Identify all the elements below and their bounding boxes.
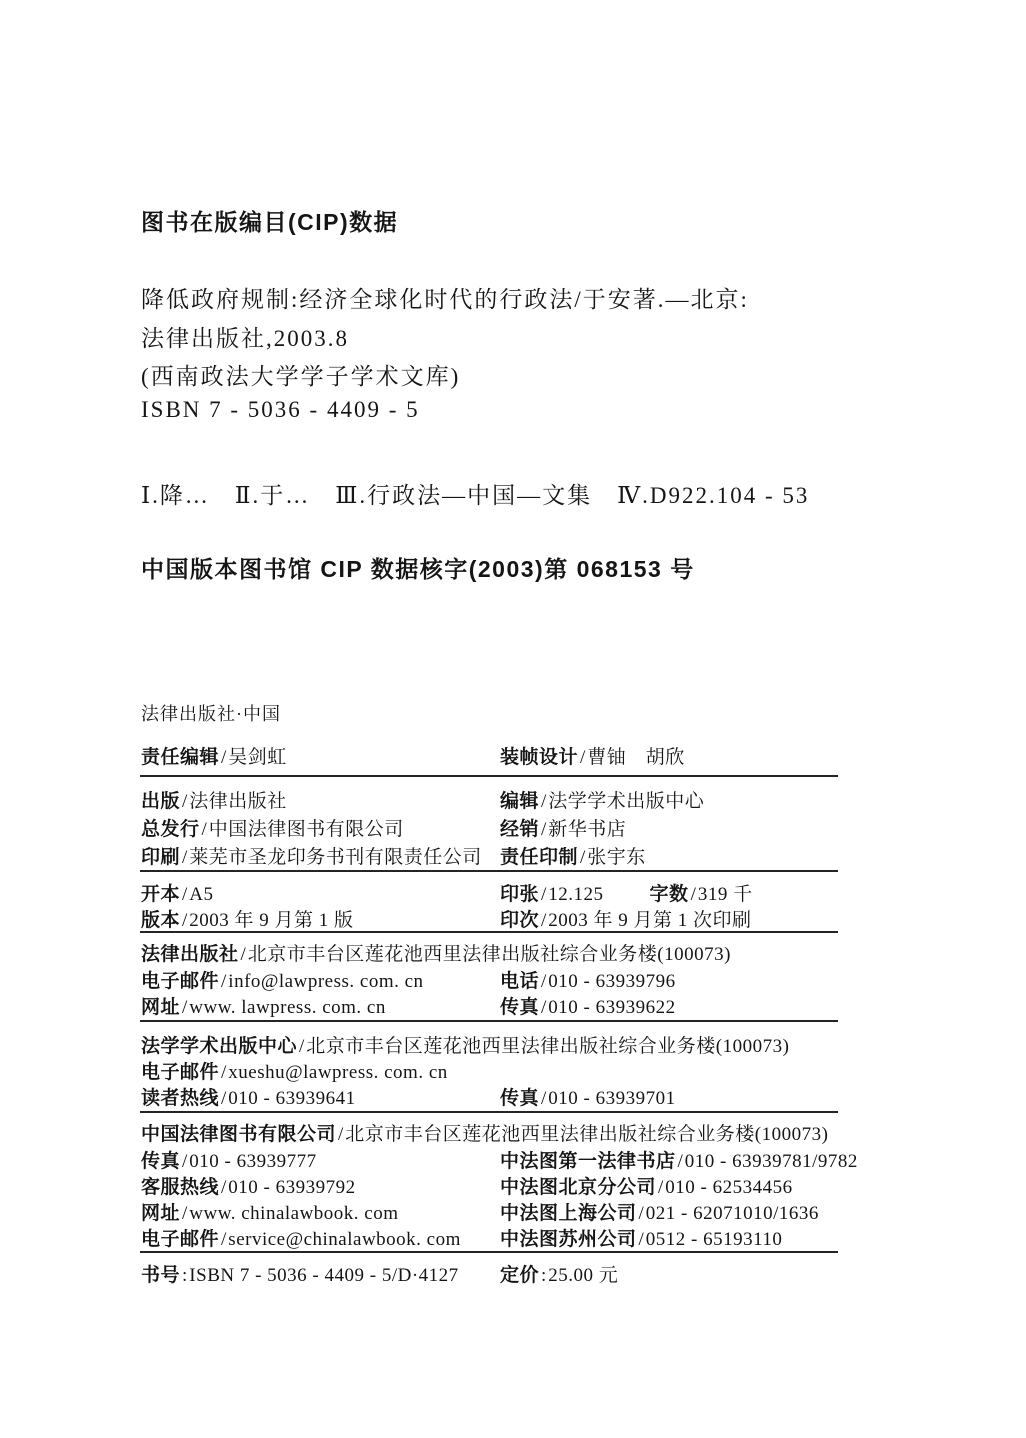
field-label: 印张 (500, 884, 540, 905)
field-separator: : (182, 1265, 188, 1286)
field-separator: / (541, 819, 547, 840)
field-separator: / (638, 1203, 644, 1224)
sales-field (500, 814, 626, 841)
field-label: 传真 (500, 1088, 540, 1109)
field-value: 北京市丰台区莲花池西里法律出版社综合业务楼(100073) (306, 1036, 790, 1057)
field-label: 中法图上海公司 (500, 1203, 637, 1224)
center-email-field (141, 1057, 448, 1084)
press-fax-field (500, 992, 676, 1019)
divider-rule (140, 775, 838, 777)
service-hotline-field (141, 1172, 356, 1199)
press-website-field (141, 992, 386, 1019)
field-separator: / (658, 1177, 664, 1198)
field-value: service@chinalawbook. com (228, 1229, 461, 1250)
company-fax-field (141, 1146, 317, 1173)
print-supervisor-field (500, 842, 646, 869)
cip-record-number: 中国版本图书馆 CIP 数据核字(2003)第 068153 号 (141, 556, 695, 582)
company-email-field (141, 1224, 461, 1251)
field-separator: / (182, 1151, 188, 1172)
distribution-field (141, 814, 404, 841)
field-value: 莱芜市圣龙印务书刊有限责任公司 (189, 847, 482, 868)
design-field (500, 742, 685, 769)
field-separator: / (690, 884, 696, 905)
field-separator: / (580, 747, 586, 768)
field-label: 责任印制 (500, 847, 579, 868)
field-separator: / (541, 910, 547, 931)
field-value: ISBN 7 - 5036 - 4409 - 5/D·4127 (189, 1265, 459, 1286)
divider-rule (140, 1251, 838, 1253)
printing-field (141, 842, 482, 869)
field-separator: / (201, 819, 207, 840)
field-value: 张宇东 (587, 847, 646, 868)
shanghai-branch-field (500, 1198, 819, 1225)
press-address-field (141, 939, 731, 966)
field-value: 12.125 (548, 884, 604, 905)
field-label: 编辑 (500, 791, 540, 812)
field-value: 021 - 62071010/1636 (645, 1203, 819, 1224)
field-separator: / (541, 1088, 547, 1109)
field-separator: / (182, 791, 188, 812)
field-separator: / (221, 1177, 227, 1198)
field-label: 开本 (141, 884, 181, 905)
field-label: 经销 (500, 819, 540, 840)
field-separator: / (221, 971, 227, 992)
field-value: 曹铀 胡欣 (587, 747, 685, 768)
word-count-field (649, 884, 753, 905)
field-separator: / (182, 847, 188, 868)
center-address-field (141, 1031, 789, 1058)
press-phone-field (500, 966, 676, 993)
field-value: 中国法律图书有限公司 (208, 819, 404, 840)
field-separator: / (240, 944, 246, 965)
field-value: xueshu@lawpress. com. cn (228, 1062, 448, 1083)
field-separator: / (182, 910, 188, 931)
field-separator: / (677, 1151, 683, 1172)
field-value: 010 - 63939701 (548, 1088, 676, 1109)
center-fax-field (500, 1083, 676, 1110)
field-separator: / (299, 1036, 305, 1057)
field-separator: / (182, 884, 188, 905)
beijing-branch-field (500, 1172, 793, 1199)
field-separator: / (221, 1088, 227, 1109)
field-label: 中国法律图书有限公司 (141, 1124, 337, 1145)
editor-field (141, 742, 287, 769)
cip-publisher-year: 法律出版社,2003.8 (141, 326, 349, 351)
price-field (500, 1260, 618, 1287)
field-label: 责任编辑 (141, 747, 220, 768)
field-value: 010 - 63939622 (548, 997, 676, 1018)
field-label: 读者热线 (141, 1088, 220, 1109)
field-value: 010 - 62534456 (665, 1177, 793, 1198)
field-label: 书号 (141, 1265, 181, 1286)
field-value: 法学学术出版中心 (548, 791, 705, 812)
field-value: www. chinalawbook. com (189, 1203, 399, 1224)
field-label: 网址 (141, 997, 181, 1018)
divider-rule (140, 1111, 838, 1113)
field-value: 吴剑虹 (228, 747, 287, 768)
field-value: 010 - 63939641 (228, 1088, 356, 1109)
field-label: 传真 (500, 997, 540, 1018)
impression-field (500, 905, 752, 932)
field-value: 010 - 63939781/9782 (684, 1151, 858, 1172)
field-label: 电话 (500, 971, 540, 992)
cip-title-statement: 降低政府规制:经济全球化时代的行政法/于安著.—北京: (141, 287, 749, 312)
imprint: 法律出版社·中国 (141, 704, 281, 724)
field-value: 2003 年 9 月第 1 次印刷 (548, 910, 752, 931)
field-label: 字数 (649, 884, 689, 905)
field-label: 装帧设计 (500, 747, 579, 768)
field-label: 出版 (141, 791, 181, 812)
field-label: 法学学术出版中心 (141, 1036, 298, 1057)
format-field (141, 879, 214, 906)
field-value: 2003 年 9 月第 1 版 (189, 910, 354, 931)
field-value: 25.00 元 (548, 1265, 619, 1286)
edition-field (141, 905, 354, 932)
cip-header: 图书在版编目(CIP)数据 (141, 209, 399, 235)
field-value: 010 - 63939792 (228, 1177, 356, 1198)
field-label: 法律出版社 (141, 944, 239, 965)
divider-rule (140, 931, 838, 933)
field-label: 传真 (141, 1151, 181, 1172)
field-value: 北京市丰台区莲花池西里法律出版社综合业务楼(100073) (247, 944, 731, 965)
cip-classification: Ⅰ.降… Ⅱ.于… Ⅲ.行政法—中国—文集 Ⅳ.D922.104 - 53 (141, 483, 810, 508)
field-label: 印刷 (141, 847, 181, 868)
field-separator: / (182, 1203, 188, 1224)
reader-hotline-field (141, 1083, 356, 1110)
field-label: 总发行 (141, 819, 200, 840)
field-value: info@lawpress. com. cn (228, 971, 424, 992)
field-value: 0512 - 65193110 (645, 1229, 783, 1250)
field-label: 版本 (141, 910, 181, 931)
field-label: 电子邮件 (141, 1229, 220, 1250)
divider-rule (140, 1020, 838, 1022)
field-separator: / (638, 1229, 644, 1250)
field-value: 北京市丰台区莲花池西里法律出版社综合业务楼(100073) (345, 1124, 829, 1145)
field-label: 电子邮件 (141, 971, 220, 992)
sheets-wordcount-fields (500, 879, 753, 906)
field-separator: / (580, 847, 586, 868)
field-value: 010 - 63939777 (189, 1151, 317, 1172)
field-value: 319 千 (697, 884, 753, 905)
field-label: 中法图北京分公司 (500, 1177, 657, 1198)
edit-dept-field (500, 786, 704, 813)
book-number-field (141, 1260, 459, 1287)
field-label: 客服热线 (141, 1177, 220, 1198)
divider-rule (140, 870, 838, 872)
sheets-field (500, 884, 604, 905)
press-email-field (141, 966, 424, 993)
field-label: 电子邮件 (141, 1062, 220, 1083)
field-separator: / (541, 791, 547, 812)
field-label: 中法图苏州公司 (500, 1229, 637, 1250)
field-label: 定价 (500, 1265, 540, 1286)
field-label: 印次 (500, 910, 540, 931)
publish-field (141, 786, 287, 813)
field-value: www. lawpress. com. cn (189, 997, 386, 1018)
company-address-field (141, 1119, 828, 1146)
field-value: 法律出版社 (189, 791, 287, 812)
field-separator: / (221, 1062, 227, 1083)
first-law-bookstore-field (500, 1146, 858, 1173)
field-separator: / (182, 997, 188, 1018)
field-separator: / (541, 971, 547, 992)
field-separator: / (541, 884, 547, 905)
field-separator: / (338, 1124, 344, 1145)
company-website-field (141, 1198, 399, 1225)
field-value: A5 (189, 884, 214, 905)
suzhou-branch-field (500, 1224, 782, 1251)
field-separator: / (221, 747, 227, 768)
field-value: 新华书店 (548, 819, 627, 840)
field-label: 网址 (141, 1203, 181, 1224)
field-separator: / (221, 1229, 227, 1250)
field-label: 中法图第一法律书店 (500, 1151, 676, 1172)
field-value: 010 - 63939796 (548, 971, 676, 992)
cip-isbn: ISBN 7 - 5036 - 4409 - 5 (141, 397, 420, 422)
field-separator: : (541, 1265, 547, 1286)
cip-series-note: (西南政法大学学子学术文库) (141, 364, 461, 389)
field-separator: / (541, 997, 547, 1018)
